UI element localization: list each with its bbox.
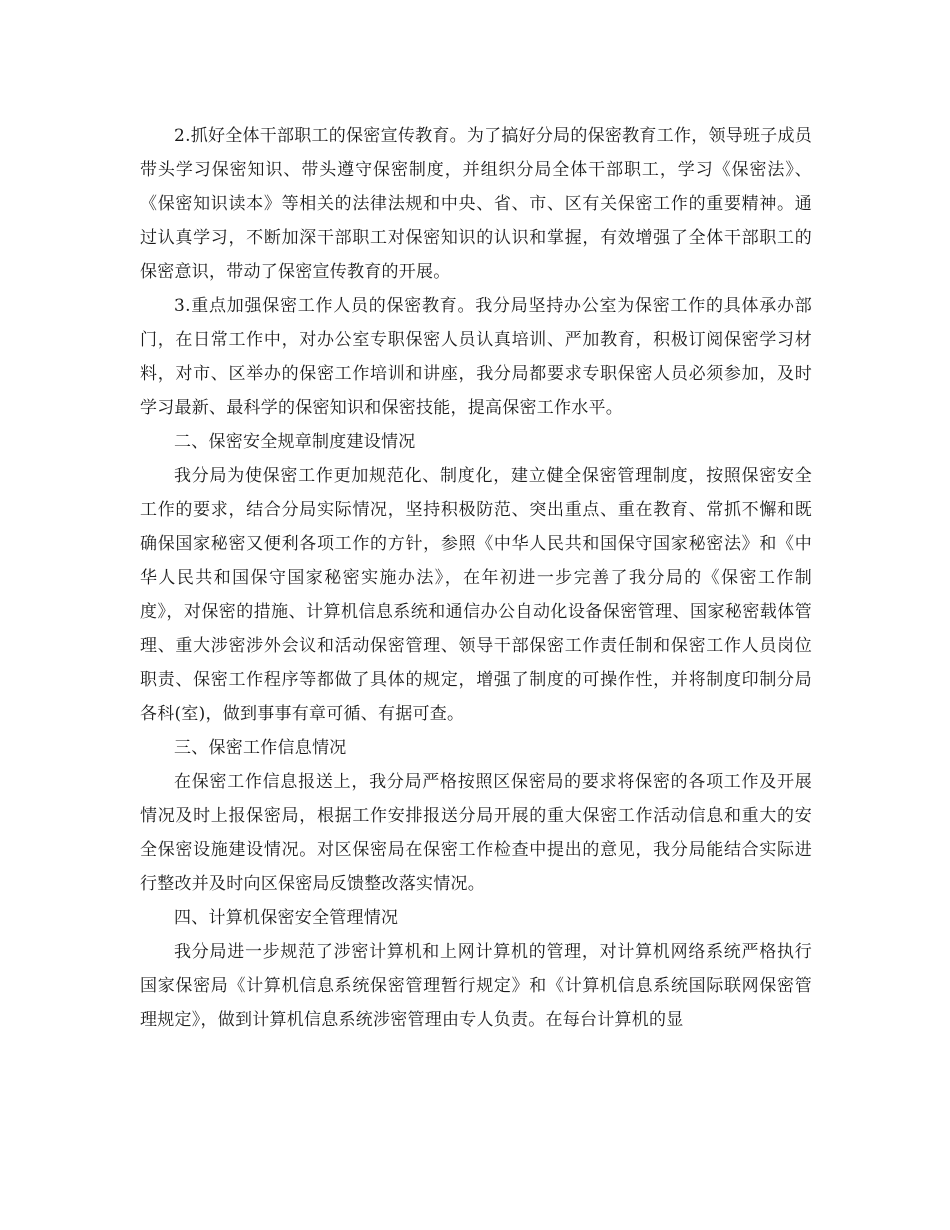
- section-heading-information: 三、保密工作信息情况: [174, 738, 347, 758]
- paragraph-information: 在保密工作信息报送上，我分局严格按照区保密局的要求将保密的各项工作及开展情况及时上报保密局，根据工作安排报送分局开展的重大保密工作活动信息和重大的安全保密设施建设情况。对区保密局在保密工作检查中提出的意见，我分局能结合实际进行整改并及时向区保密局反馈整改落实情况。: [140, 772, 812, 894]
- paragraph-regulations: 我分局为使保密工作更加规范化、制度化，建立健全保密管理制度，按照保密安全工作的要求，结合分局实际情况，坚持积极防范、突出重点、重在教育、常抓不懈和既确保国家秘密又便利各项工作的方针，参照《中华人民共和国保守国家秘密法》和《中华人民共和国保守国家秘密实施办法》，在年初进一步完善了我分局的《保密工作制度》，对保密的措施、计算机信息系统和通信办公自动化设备保密管理、国家秘密载体管理、重大涉密涉外会议和活动保密管理、领导干部保密工作责任制和保密工作人员岗位职责、保密工作程序等都做了具体的规定，增强了制度的可操作性，并将制度印制分局各科(室)，做到事事有章可循、有据可查。: [140, 466, 812, 724]
- section-heading-regulations: 二、保密安全规章制度建设情况: [174, 432, 416, 452]
- paragraph-propaganda-education: 2.抓好全体干部职工的保密宣传教育。为了搞好分局的保密教育工作，领导班子成员带头学习保密知识、带头遵守保密制度，并组织分局全体干部职工，学习《保密法》、《保密知识读本》等相关的法律法规和中央、省、市、区有关保密工作的重要精神。通过认真学习，不断加深干部职工对保密知识的认识和掌握，有效增强了全体干部职工的保密意识，带动了保密宣传教育的开展。: [140, 126, 812, 282]
- document-body: [140, 119, 812, 1037]
- paragraph-staff-education: 3.重点加强保密工作人员的保密教育。我分局坚持办公室为保密工作的具体承办部门，在日常工作中，对办公室专职保密人员认真培训、严加教育，积极订阅保密学习材料，对市、区举办的保密工作培训和讲座，我分局都要求专职保密人员必须参加，及时学习最新、最科学的保密知识和保密技能，提高保密工作水平。: [140, 296, 812, 418]
- section-heading-computer-security: 四、计算机保密安全管理情况: [174, 908, 399, 928]
- paragraph-computer-security: 我分局进一步规范了涉密计算机和上网计算机的管理，对计算机网络系统严格执行国家保密局《计算机信息系统保密管理暂行规定》和《计算机信息系统国际联网保密管理规定》，做到计算机信息系统涉密管理由专人负责。在每台计算机的显: [140, 942, 812, 1030]
